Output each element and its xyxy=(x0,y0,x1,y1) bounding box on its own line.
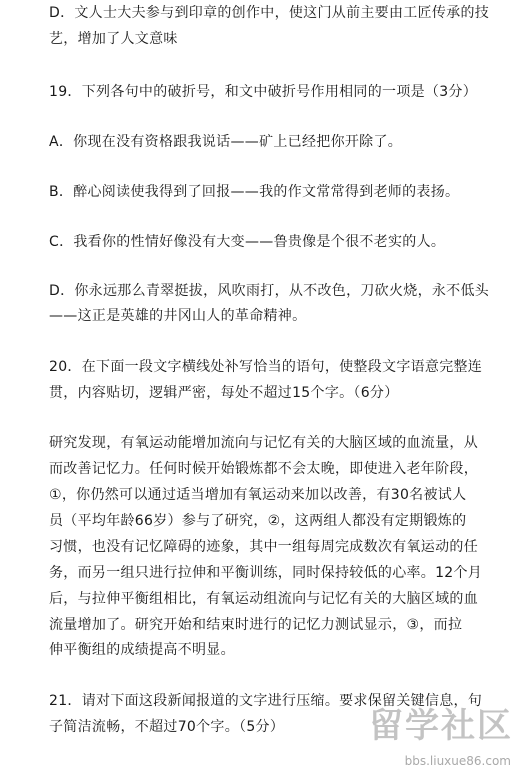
passage-line-1: 研究发现，有氧运动能增加流向与记忆有关的大脑区域的血流量，从 xyxy=(49,435,478,451)
passage-line-9: 伸平衡组的成绩提高不明显。 xyxy=(49,642,235,658)
passage-line-5: 习惯，也没有记忆障碍的迹象，其中一组每周完成数次有氧运动的任 xyxy=(49,539,478,555)
question-20-line-1: 20．在下面一段文字横线处补写恰当的语句，使整段文字语意完整连 xyxy=(49,359,483,375)
q19-option-c: C．我看你的性情好像没有大变——鲁贵像是个很不老实的人。 xyxy=(49,234,446,250)
passage-line-3: ①，你仍然可以通过适当增加有氧运动来加以改善，有30名被试人 xyxy=(49,487,467,503)
q19-option-b: B．醉心阅读使我得到了回报——我的作文常常得到老师的表扬。 xyxy=(49,184,460,200)
passage-line-4: 员（平均年龄66岁）参与了研究，②，这两组人都没有定期锻炼的 xyxy=(49,513,467,529)
question-21-line-2: 子简洁流畅，不超过70个字。（5分） xyxy=(49,719,285,735)
passage-line-2: 而改善记忆力。任何时候开始锻炼都不会太晚，即使进入老年阶段， xyxy=(49,461,478,477)
q19-option-d-line-1: D．你永远那么青翠挺拔，风吹雨打，从不改色，刀砍火烧，永不低头 xyxy=(49,283,490,299)
watermark-url: bbs.liuxue86.com xyxy=(404,754,511,768)
passage-line-6: 务，而另一组只进行拉伸和平衡训练，同时保持较低的心率。12个月 xyxy=(49,565,483,581)
question-20-line-2: 贯，内容贴切，逻辑严密，每处不超过15个字。（6分） xyxy=(49,385,399,401)
q19-option-a: A．你现在没有资格跟我说话——矿上已经把你开除了。 xyxy=(49,134,403,150)
q19-option-d-line-2: ——这正是英雄的井冈山人的革命精神。 xyxy=(49,308,307,324)
site-watermark xyxy=(338,698,513,770)
passage-line-8: 流量增加了。研究开始和结束时进行的记忆力测试显示，③，而拉 xyxy=(49,617,463,633)
option-d-line-1: D．文人士大夫参与到印章的创作中，使这门从前主要由工匠传承的技 xyxy=(49,5,490,21)
option-d-line-2: 艺，增加了人文意味 xyxy=(49,31,178,47)
question-19: 19．下列各句中的破折号，和文中破折号作用相同的一项是（3分） xyxy=(49,84,478,100)
question-21-line-1: 21．请对下面这段新闻报道的文字进行压缩。要求保留关键信息，句 xyxy=(49,693,483,709)
watermark-logo: 留学社区 xyxy=(369,706,513,746)
passage-line-7: 后，与拉伸平衡组相比，有氧运动组流向与记忆有关的大脑区域的血 xyxy=(49,591,478,607)
